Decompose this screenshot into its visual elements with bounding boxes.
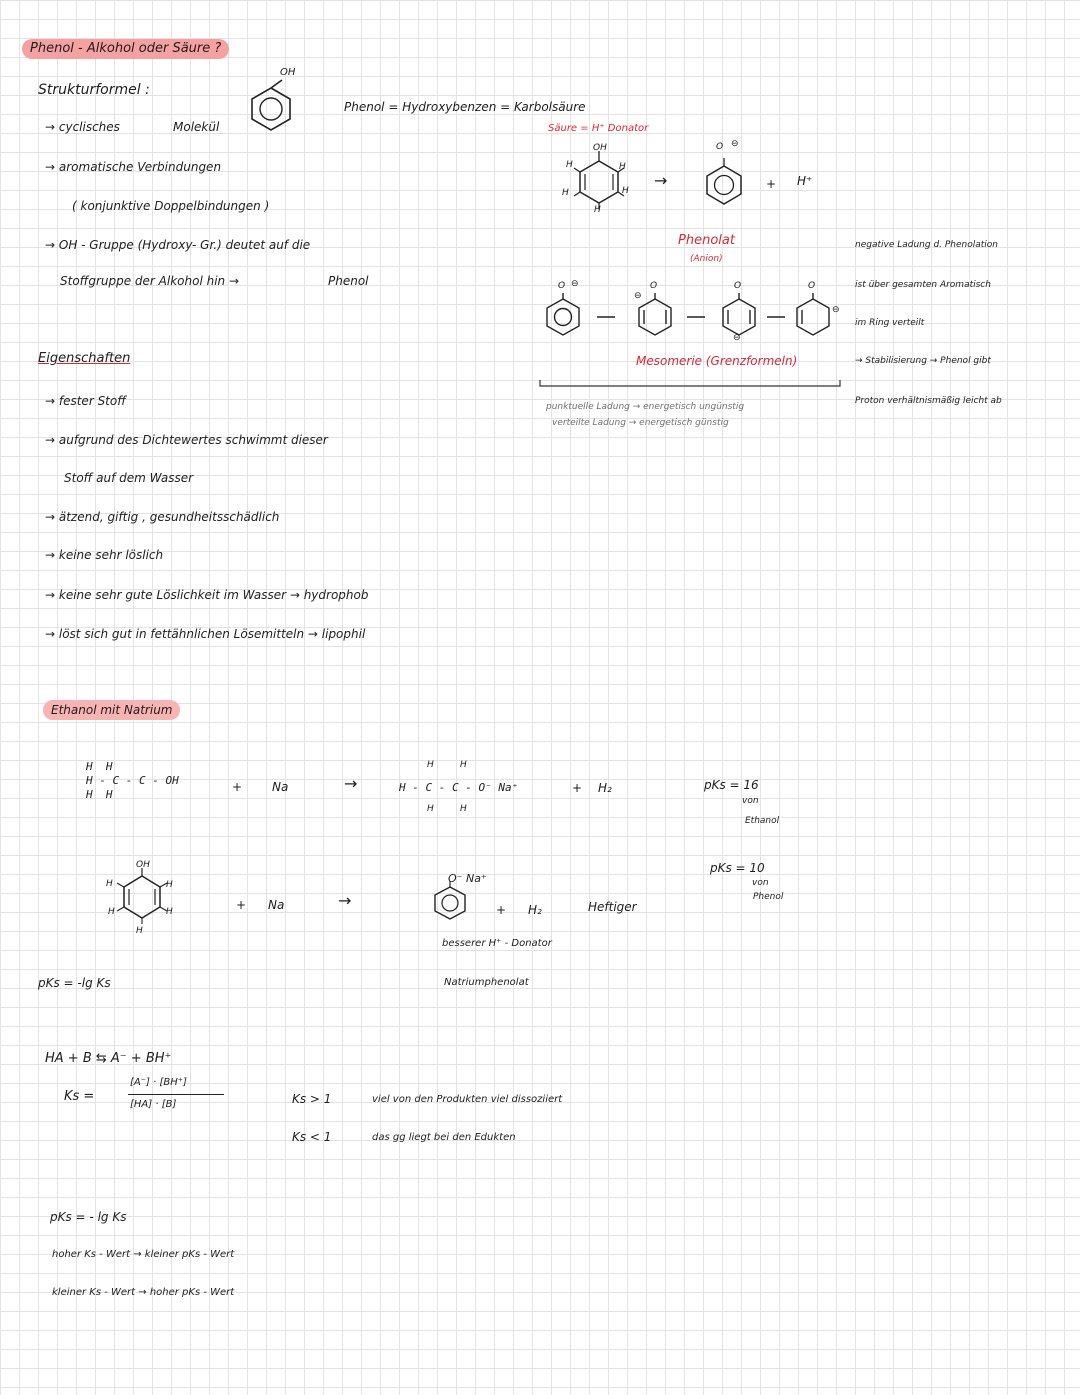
phenol-reactant-icon	[112, 868, 172, 926]
phenolate-product-icon	[430, 882, 470, 922]
property-solubility-2: → keine sehr gute Löslichkeit im Wasser → hydrophob	[45, 588, 369, 602]
h-atom-3: H	[562, 188, 569, 198]
plus-sign-2: +	[572, 781, 583, 795]
phenol-h-1: H	[106, 879, 113, 889]
oh-label: OH	[280, 67, 296, 78]
resonance-oxygen-3: O	[734, 281, 742, 291]
phenol-oh-top: OH	[593, 143, 607, 153]
side-note-line-2: ist über gesamten Aromatisch	[855, 280, 991, 290]
structure-point-oh-group: → OH - Gruppe (Hydroxy- Gr.) deutet auf die	[45, 238, 311, 252]
resonance-oxygen-2: O	[650, 281, 658, 291]
phenol-structure-icon	[244, 80, 298, 132]
sodium-reactant-2: Na	[268, 898, 285, 912]
phenol-reactant-oh: OH	[136, 860, 150, 870]
plus-sign-4: +	[496, 903, 507, 917]
ks-label: Ks =	[64, 1089, 95, 1104]
ks-numerator: [A⁻] · [BH⁺]	[130, 1077, 187, 1088]
phenol-h-4: H	[166, 907, 173, 917]
structure-point-molecule: Molekül	[173, 120, 220, 134]
structure-point-cyclic: → cyclisches	[45, 120, 120, 134]
property-solid: → fester Stoff	[45, 394, 126, 408]
pks-ethanol-name: Ethanol	[745, 816, 780, 826]
resonance-charge-3: ⊖	[733, 333, 741, 343]
better-donor-label: besserer H⁺ - Donator	[442, 938, 552, 949]
h-atom-1: H	[566, 160, 573, 170]
mesomerie-label: Mesomerie (Grenzformeln)	[636, 354, 798, 368]
side-note-line-4: → Stabilisierung → Phenol gibt	[855, 356, 991, 366]
ks-greater-explanation: viel von den Produkten viel dissoziiert	[372, 1094, 563, 1105]
resonance-oxygen-1: O	[558, 281, 566, 291]
sodium-reactant-1: Na	[272, 780, 289, 794]
structure-point-conjugated: ( konjunktive Doppelbindungen )	[72, 199, 270, 213]
side-note-line-1: negative Ladung d. Phenolation	[855, 240, 999, 250]
structure-point-aromatic: → aromatische Verbindungen	[45, 160, 222, 174]
plus-sign-1: +	[232, 780, 243, 794]
side-note-line-5: Proton verhältnismäßig leicht ab	[855, 396, 1002, 406]
property-lipophil: → löst sich gut in fettähnlichen Lösemitteln → lipophil	[45, 627, 366, 641]
phenolate-oxygen: O	[716, 142, 724, 152]
anion-label: (Anion)	[690, 254, 723, 264]
pks-ethanol: pKs = 16	[704, 778, 759, 792]
resonance-oxygen-4: O	[808, 281, 816, 291]
pks-phenol-von: von	[752, 878, 769, 888]
ethanol-heading: Ethanol mit Natrium	[43, 700, 180, 720]
ks-greater-than-1: Ks > 1	[292, 1092, 332, 1106]
fraction-line	[128, 1094, 224, 1095]
hydrogen-product-2: H₂	[528, 903, 542, 917]
ethanol-molecule: H H H - C - C - OH H H	[86, 760, 179, 801]
heftiger-label: Heftiger	[588, 900, 637, 914]
pks-phenol: pKs = 10	[710, 861, 765, 875]
resonance-charge-1: ⊖	[571, 279, 579, 289]
product-h-bottom-1: H	[427, 804, 434, 814]
h-atom-2: H	[619, 162, 626, 172]
structure-point-phenol: Phenol	[328, 274, 369, 288]
product-h-top-2: H	[460, 760, 467, 770]
resonance-structures-icon	[541, 293, 841, 343]
h-atom-5: H	[594, 205, 601, 215]
pks-definition: pKs = -lg Ks	[38, 976, 111, 990]
resonance-charge-4: ⊖	[832, 305, 840, 315]
reaction-arrow-2: →	[338, 891, 352, 910]
property-solubility-1: → keine sehr löslich	[45, 548, 164, 562]
ks-denominator: [HA] · [B]	[130, 1099, 177, 1110]
rule-high-ks: hoher Ks - Wert → kleiner pKs - Wert	[52, 1249, 235, 1260]
acid-base-reaction: HA + B ⇆ A⁻ + BH⁺	[45, 1051, 172, 1066]
charge-note-2: verteilte Ladung → energetisch günstig	[552, 418, 729, 428]
property-floats: Stoff auf dem Wasser	[64, 471, 194, 485]
charge-note-1: punktuelle Ladung → energetisch ungünstig	[546, 402, 745, 412]
reaction-arrow-1: →	[344, 774, 358, 793]
structure-point-alcohol: Stoffgruppe der Alkohol hin →	[60, 274, 240, 288]
phenol-h-5: H	[136, 926, 143, 936]
sodium-phenolate-label: Natriumphenolat	[444, 977, 529, 988]
property-density: → aufgrund des Dichtewertes schwimmt dieser	[45, 433, 328, 447]
page-title: Phenol - Alkohol oder Säure ?	[22, 39, 229, 59]
product-h-bottom-2: H	[460, 804, 467, 814]
resonance-charge-2: ⊖	[634, 291, 642, 301]
phenolat-label: Phenolat	[678, 233, 735, 248]
pks-ethanol-von: von	[742, 796, 759, 806]
phenol-definition: Phenol = Hydroxybenzen = Karbolsäure	[344, 100, 586, 114]
h-atom-4: H	[622, 186, 629, 196]
structure-heading: Strukturformel :	[38, 82, 150, 98]
pks-definition-2: pKs = - lg Ks	[50, 1210, 127, 1224]
product-h-top-1: H	[427, 760, 434, 770]
phenol-h-3: H	[108, 907, 115, 917]
plus-sign-3: +	[236, 898, 247, 912]
sodium-ethanolate: H - C - C - O⁻ Na⁺	[399, 781, 519, 794]
brace-icon	[540, 378, 840, 394]
reaction-arrow: →	[654, 171, 668, 190]
pks-phenol-name: Phenol	[753, 892, 784, 902]
negative-charge-icon: ⊖	[731, 139, 739, 149]
rule-low-ks: kleiner Ks - Wert → hoher pKs - Wert	[52, 1287, 235, 1298]
hydrogen-product-1: H₂	[598, 781, 612, 795]
ks-less-than-1: Ks < 1	[292, 1130, 332, 1144]
phenol-h-2: H	[166, 880, 173, 890]
phenol-ring-icon	[572, 157, 626, 209]
acid-donor-definition: Säure = H⁺ Donator	[548, 123, 649, 134]
ks-less-explanation: das gg liegt bei den Edukten	[372, 1132, 516, 1143]
plus-sign: +	[766, 177, 777, 191]
properties-heading: Eigenschaften	[38, 351, 131, 366]
proton-label: H⁺	[797, 174, 813, 188]
side-note-line-3: im Ring verteilt	[855, 318, 925, 328]
property-toxic: → ätzend, giftig , gesundheitsschädlich	[45, 510, 280, 524]
phenolate-ring-icon	[700, 160, 748, 206]
phenolate-product-label: O⁻ Na⁺	[448, 872, 487, 885]
